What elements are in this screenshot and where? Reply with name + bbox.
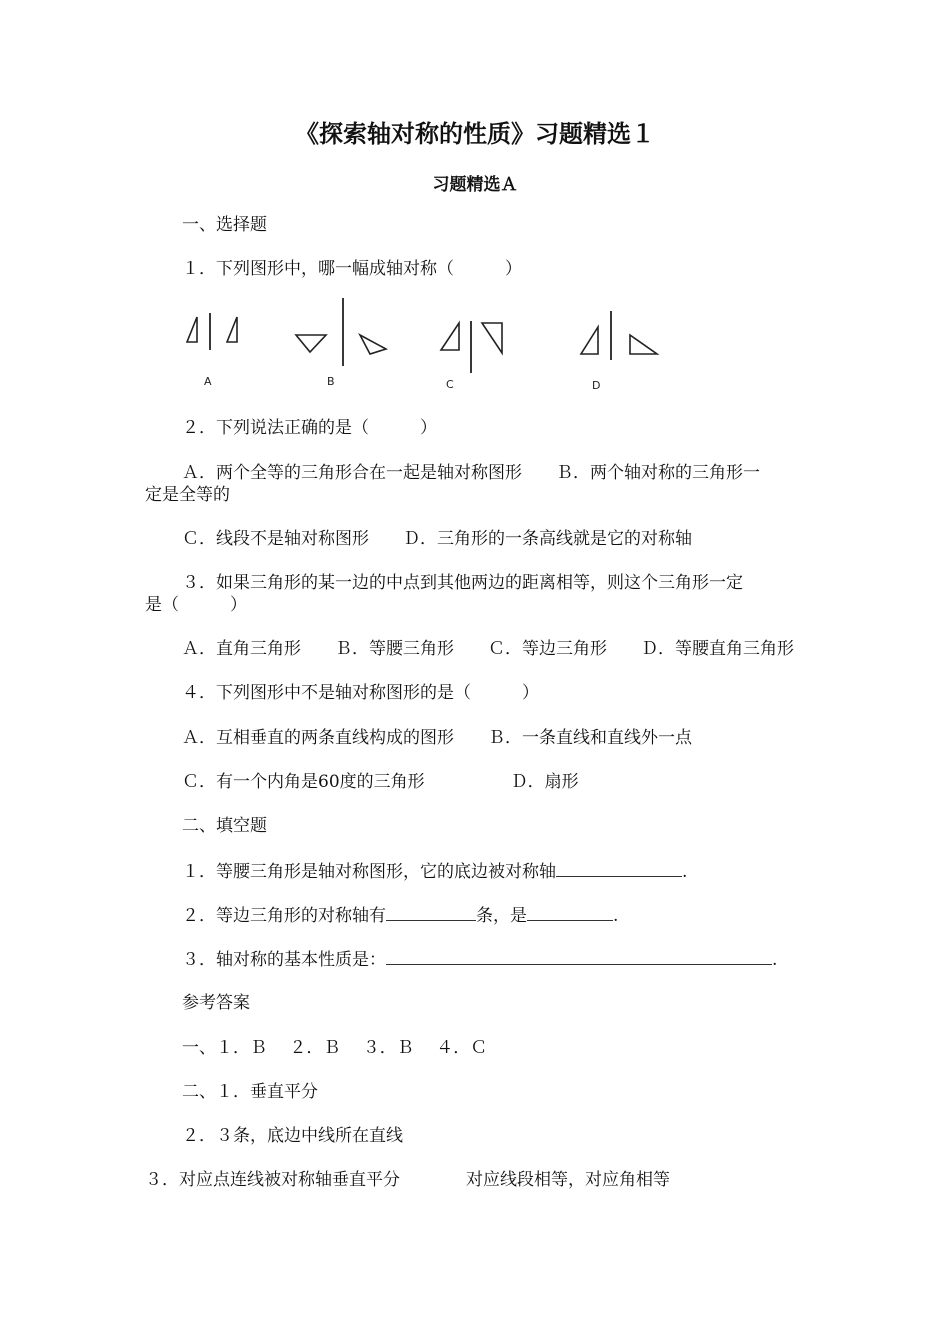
- fill-3-text: ３．轴对称的基本性质是：: [182, 950, 386, 970]
- figure-label-a: A: [204, 375, 212, 388]
- q2-options-ab-line2: 定是全等的: [145, 485, 230, 505]
- q4-option-d-text: Ｄ．扇形: [510, 772, 579, 792]
- fill-1-blank[interactable]: [556, 858, 682, 877]
- fill-2-text: ２．等边三角形的对称轴有: [182, 906, 386, 926]
- q4-options-ab: Ａ．互相垂直的两条直线构成的图形 Ｂ．一条直线和直线外一点: [182, 728, 692, 748]
- answers-choice: 一、１．Ｂ ２．Ｂ ３．Ｂ ４．Ｃ: [182, 1038, 488, 1058]
- question-2: ２．下列说法正确的是（ ）: [182, 418, 437, 438]
- fill-2-mid: 条，是: [476, 906, 527, 926]
- answers-heading: 参考答案: [182, 993, 250, 1013]
- question-3-line2: 是（ ）: [145, 595, 247, 615]
- q3-options: Ａ．直角三角形 Ｂ．等腰三角形 Ｃ．等边三角形 Ｄ．等腰直角三角形: [182, 639, 794, 659]
- figure-option-a: [187, 313, 237, 388]
- question-1: １．下列图形中，哪一幅成轴对称（ ）: [182, 259, 522, 279]
- page-subtitle: 习题精选Ａ: [432, 175, 518, 195]
- figure-label-d: D: [592, 379, 601, 392]
- question-3-line1: ３．如果三角形的某一边的中点到其他两边的距离相等，则这个三角形一定: [182, 573, 743, 593]
- question-4: ４．下列图形中不是轴对称图形的是（ ）: [182, 683, 539, 703]
- answers-fill-3: [145, 1167, 805, 1193]
- answers-fill-3-part-a: ３．对应点连线被对称轴垂直平分: [145, 1170, 400, 1190]
- fill-question-1: [182, 858, 842, 885]
- q2-options-ab-line1: Ａ．两个全等的三角形合在一起是轴对称图形 Ｂ．两个轴对称的三角形一: [182, 463, 760, 483]
- fill-2-blank-axes[interactable]: [527, 902, 613, 921]
- q2-options-cd: Ｃ．线段不是轴对称图形 Ｄ．三角形的一条高线就是它的对称轴: [182, 529, 692, 549]
- page-title: 《探索轴对称的性质》习题精选１: [295, 119, 655, 148]
- fill-2-blank-count[interactable]: [386, 902, 476, 921]
- figure-option-b: [296, 298, 386, 388]
- fill-question-2: [182, 902, 842, 929]
- q4-option-c: [182, 769, 842, 795]
- answers-fill-1: 二、１．垂直平分: [182, 1082, 318, 1102]
- q1-figure: [175, 293, 675, 398]
- section-choice-heading: 一、选择题: [182, 215, 267, 235]
- fill-1-text: １．等腰三角形是轴对称图形，它的底边被对称轴: [182, 862, 556, 882]
- fill-question-3: [182, 946, 842, 973]
- figure-option-c: [441, 321, 502, 391]
- section-fill-heading: 二、填空题: [182, 816, 267, 836]
- answers-fill-3-part-b: 对应线段相等，对应角相等: [466, 1170, 670, 1190]
- fill-3-end: .: [772, 950, 778, 970]
- fill-2-end: .: [613, 906, 619, 926]
- figure-option-d: [581, 311, 657, 392]
- figure-label-c: C: [446, 378, 454, 391]
- figure-label-b: B: [327, 375, 335, 388]
- fill-3-blank[interactable]: [386, 946, 772, 965]
- fill-1-end: .: [682, 862, 688, 882]
- answers-fill-2: ２．３条，底边中线所在直线: [182, 1126, 403, 1146]
- q4-option-c-text: Ｃ．有一个内角是60度的三角形: [182, 772, 425, 792]
